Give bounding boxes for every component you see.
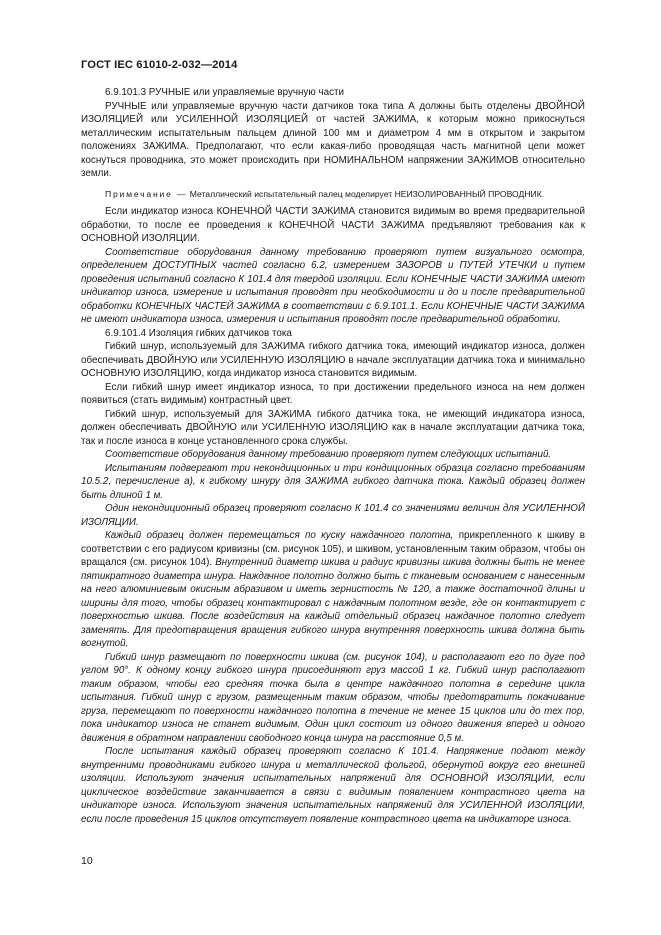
document-header: ГОСТ IEC 61010-2-032—2014 bbox=[81, 59, 238, 71]
compliance-paragraph: Испытаниям подвергают три некондиционных и три кондиционных образца согласно требованиям 10.5.2, перечисление а), к гибкому шнуру для ЗАЖИМА гибкого датчика тока. Каждый образец должен быть длиной 1 м. bbox=[81, 462, 585, 501]
text-span: Каждый образец должен перемещаться по куску наждачного полотна, bbox=[105, 530, 454, 541]
document-body bbox=[81, 86, 585, 826]
text-span: прикрепленного к шкиву в соответствии с его радиусом кривизны (см. рисунок 105), и шкивом, установленным таким образом, чтобы он вращался (см. рисунок 104). bbox=[81, 530, 585, 568]
paragraph: Если гибкий шнур имеет индикатор износа, то при достижении предельного износа на нем должен появиться (стать видимым) контрастный цвет. bbox=[81, 381, 585, 406]
clause-heading-6-9-101-4: 6.9.101.4 Изоляция гибких датчиков тока bbox=[105, 327, 292, 339]
compliance-paragraph: Соответствие оборудования данному требованию проверяют путем визуального осмотра, определением ДОСТУПНЫХ частей согласно 6.2, измерением ЗАЗОРОВ и ПУТЕЙ УТЕЧКИ и путем проведения испытаний согласно К 101.4 для твердой изоляции. Если КОНЕЧНЫЕ ЧАСТИ ЗАЖИМА имеют индикатор износа, измерение и испытания проводят при необходимости и до и после предварительной обработки КОНЕЧНЫХ ЧАСТЕЙ ЗАЖИМА в соответствии с 6.9.101.1. Если КОНЕЧНЫЕ ЧАСТИ ЗАЖИМА не имеют индикатора износа, измерения и испытания проводят после предварительной обработки. bbox=[81, 246, 585, 325]
compliance-paragraph: Один некондиционный образец проверяют согласно К 101.4 со значениями величин для УСИЛЕННОЙ ИЗОЛЯЦИИ. bbox=[81, 503, 585, 528]
compliance-paragraph: Гибкий шнур размещают по поверхности шкива (см. рисунок 104), и располагают его по дуге под углом 90°. К одному концу гибкого шнура присоединяют груз массой 1 кг. Гибкий шнур располагают таким образом, чтобы его средняя точка была в центре наждачного полотна в середине цикла испытания. Гибкий шнур с грузом, размещенным таким образом, чтобы предотвратить покачивание груза, перемещают по поверхности наждачного полотна в течение не менее 15 циклов или до тех пор, пока индикатор износа не станет видимым. Один цикл состоит из одного движения вперед и одного движения в обратном направлении свободного конца шнура на расстояние 0,5 м. bbox=[81, 651, 585, 744]
note-text: Металлический испытательный палец моделирует НЕИЗОЛИРОВАННЫЙ ПРОВОДНИК. bbox=[189, 188, 545, 199]
clause-heading-6-9-101-3: 6.9.101.3 РУЧНЫЕ или управляемые вручную части bbox=[105, 87, 345, 98]
paragraph: Гибкий шнур, используемый для ЗАЖИМА гибкого датчика тока, не имеющий индикатора износа, должен обеспечивать ДВОЙНУЮ или УСИЛЕННУЮ ИЗОЛЯЦИЮ как в начале эксплуатации датчика тока, так и после износа в конце установленного срока службы. bbox=[81, 408, 585, 447]
paragraph: Гибкий шнур, используемый для ЗАЖИМА гибкого датчика тока, имеющий индикатор износа, должен обеспечивать ДВОЙНУЮ или УСИЛЕННУЮ ИЗОЛЯЦИЮ в начале эксплуатации датчика тока и минимально ОСНОВНУЮ ИЗОЛЯЦИЮ, когда индикатор износа становится видимым. bbox=[81, 341, 585, 379]
text-span: Внутренний диаметр шкива и радиус кривизны шкива должны быть не менее пятикратного диаметра шнура. Наждачное полотно должно быть с тканевым основанием с нанесенным на него алюминиевым окисным абразивом и иметь зернистость № 120, а также достаточной длины и ширины для того, чтобы образец контактировал с наждачным полотном везде, где он контактирует с поверхностью шкива. После воздействия на каждый отдельный образец наждачное полотно следует заменять. Для предотвращения вращения гибкого шнура внутренняя поверхность шкива должна быть вогнутой. bbox=[81, 557, 585, 649]
paragraph: Если индикатор износа КОНЕЧНОЙ ЧАСТИ ЗАЖИМА становится видимым во время предварительной обработки, то после ее проведения к КОНЕЧНОЙ ЧАСТИ ЗАЖИМА предъявляют требования как к ОСНОВНОЙ ИЗОЛЯЦИИ. bbox=[81, 206, 585, 244]
page-number: 10 bbox=[81, 855, 93, 867]
compliance-paragraph: Соответствие оборудования данному требованию проверяют путем следующих испытаний. bbox=[105, 449, 552, 460]
compliance-paragraph: После испытания каждый образец проверяют согласно К 101.4. Напряжение подают между внутренними проводниками гибкого шнура и металлической фольгой, обернутой вокруг его внешней изоляции. Используют значения испытательных напряжений для ОСНОВНОЙ ИЗОЛЯЦИИ, если циклическое воздействие заканчивается в связи с видимым появлением контрастного цвета на индикаторе износа. Используют значения испытательных напряжений для УСИЛЕННОЙ ИЗОЛЯЦИИ, если после проведения 15 циклов отсутствует появление контрастного цвета на индикаторе износа. bbox=[81, 746, 585, 825]
paragraph: РУЧНЫЕ или управляемые вручную части датчиков тока типа А должны быть отделены ДВОЙНОЙ ИЗОЛЯЦИЕЙ или УСИЛЕННОЙ ИЗОЛЯЦИЕЙ от частей ЗАЖИМА, к которым можно прикоснуться металлическим испытательным пальцем длиной 100 мм и диаметром 4 мм в открытом и закрытом положениях ЗАЖИМА. Предполагают, что если какая-либо проводящая часть магнитной цепи может коснуться проводника, это может происходить при НОМИНАЛЬНОМ напряжении ЗАЖИМОВ относительно земли. bbox=[81, 100, 585, 179]
note-label: Примечание — bbox=[105, 188, 188, 199]
compliance-paragraph bbox=[81, 529, 585, 651]
note bbox=[81, 188, 585, 202]
